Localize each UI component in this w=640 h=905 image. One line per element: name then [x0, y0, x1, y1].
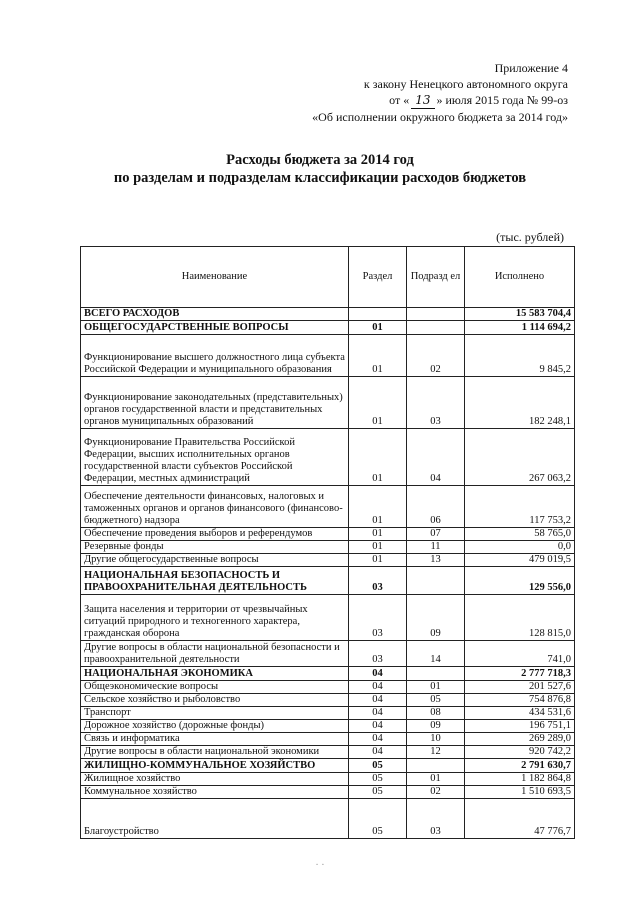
row-name: Сельское хозяйство и рыболовство: [81, 694, 349, 707]
row-subsection: 11: [407, 541, 465, 554]
table-body: [81, 308, 575, 839]
row-subsection: 10: [407, 733, 465, 746]
row-amount: 9 845,2: [465, 335, 575, 377]
date-prefix: от «: [389, 93, 410, 107]
date-suffix: » июля 2015 года № 99-оз: [436, 93, 568, 107]
row-subsection: 09: [407, 720, 465, 733]
row-subsection: 02: [407, 335, 465, 377]
row-name: ОБЩЕГОСУДАРСТВЕННЫЕ ВОПРОСЫ: [81, 321, 349, 335]
table-row: [81, 681, 575, 694]
row-amount: 47 776,7: [465, 799, 575, 839]
row-amount: 2 791 630,7: [465, 759, 575, 773]
table-row: [81, 321, 575, 335]
row-section: 03: [349, 595, 407, 641]
row-name: Защита населения и территории от чрезвычайных ситуаций природного и техногенного характера, гражданская оборона: [81, 595, 349, 641]
table-row: [81, 694, 575, 707]
row-amount: 15 583 704,4: [465, 308, 575, 321]
row-subsection: 02: [407, 786, 465, 799]
row-name: Другие вопросы в области национальной безопасности и правоохранительной деятельности: [81, 641, 349, 667]
row-name: ЖИЛИЩНО-КОММУНАЛЬНОЕ ХОЗЯЙСТВО: [81, 759, 349, 773]
law-reference: к закону Ненецкого автономного округа: [363, 77, 568, 91]
row-subsection: [407, 667, 465, 681]
row-subsection: 01: [407, 773, 465, 786]
row-amount: 182 248,1: [465, 377, 575, 429]
row-section: 01: [349, 377, 407, 429]
row-section: 04: [349, 681, 407, 694]
table-header-row: [81, 247, 575, 308]
row-section: 04: [349, 733, 407, 746]
row-amount: 741,0: [465, 641, 575, 667]
table-row: [81, 335, 575, 377]
row-name: Функционирование законодательных (представительных) органов государственной власти и представительных органов муниципальных образований: [81, 377, 349, 429]
row-amount: 1 114 694,2: [465, 321, 575, 335]
row-section: 04: [349, 707, 407, 720]
table-row: [81, 595, 575, 641]
table-row: [81, 641, 575, 667]
table-row: [81, 773, 575, 786]
row-subsection: 05: [407, 694, 465, 707]
row-name: Функционирование Правительства Российской Федерации, высших исполнительных органов государственной власти субъектов Российской Федерации, местных администраций: [81, 429, 349, 486]
column-header-section: Раздел: [349, 247, 407, 308]
row-amount: 269 289,0: [465, 733, 575, 746]
column-header-name: Наименование: [81, 247, 349, 308]
row-subsection: [407, 308, 465, 321]
table-row: [81, 429, 575, 486]
row-amount: 129 556,0: [465, 567, 575, 595]
table-row: [81, 308, 575, 321]
title-line-1: Расходы бюджета за 2014 год: [226, 152, 414, 168]
row-name: Дорожное хозяйство (дорожные фонды): [81, 720, 349, 733]
table-row: [81, 746, 575, 759]
row-name: Транспорт: [81, 707, 349, 720]
law-date: [312, 92, 568, 109]
row-amount: 1 510 693,5: [465, 786, 575, 799]
row-subsection: [407, 321, 465, 335]
row-subsection: 14: [407, 641, 465, 667]
row-subsection: 09: [407, 595, 465, 641]
row-amount: 267 063,2: [465, 429, 575, 486]
row-section: 04: [349, 746, 407, 759]
table-row: [81, 707, 575, 720]
row-name: Общеэкономические вопросы: [81, 681, 349, 694]
row-section: 01: [349, 429, 407, 486]
table-row: [81, 541, 575, 554]
row-amount: 479 019,5: [465, 554, 575, 567]
row-amount: 2 777 718,3: [465, 667, 575, 681]
scan-mark: · ·: [315, 860, 325, 871]
row-name: Функционирование высшего должностного лица субъекта Российской Федерации и муниципального образования: [81, 335, 349, 377]
column-header-amount: Исполнено: [465, 247, 575, 308]
row-subsection: 06: [407, 486, 465, 528]
row-name: Обеспечение деятельности финансовых, налоговых и таможенных органов и органов финансового (финансово-бюджетного) надзора: [81, 486, 349, 528]
row-amount: 201 527,6: [465, 681, 575, 694]
row-name: Связь и информатика: [81, 733, 349, 746]
row-section: 03: [349, 641, 407, 667]
row-section: 01: [349, 528, 407, 541]
row-section: 04: [349, 694, 407, 707]
document-title: [0, 151, 640, 187]
row-subsection: 13: [407, 554, 465, 567]
units-label: (тыс. рублей): [496, 230, 564, 244]
row-amount: 1 182 864,8: [465, 773, 575, 786]
document-header: [312, 60, 568, 125]
table-row: [81, 377, 575, 429]
row-subsection: 03: [407, 377, 465, 429]
row-section: 03: [349, 567, 407, 595]
row-section: 01: [349, 541, 407, 554]
row-section: 01: [349, 554, 407, 567]
table-row: [81, 759, 575, 773]
row-amount: 754 876,8: [465, 694, 575, 707]
row-section: 05: [349, 799, 407, 839]
row-section: 04: [349, 667, 407, 681]
table-row: [81, 720, 575, 733]
row-section: 01: [349, 486, 407, 528]
row-amount: 58 765,0: [465, 528, 575, 541]
row-section: 01: [349, 321, 407, 335]
row-name: НАЦИОНАЛЬНАЯ БЕЗОПАСНОСТЬ И ПРАВООХРАНИТЕЛЬНАЯ ДЕЯТЕЛЬНОСТЬ: [81, 567, 349, 595]
row-section: 05: [349, 786, 407, 799]
row-name: НАЦИОНАЛЬНАЯ ЭКОНОМИКА: [81, 667, 349, 681]
row-amount: 196 751,1: [465, 720, 575, 733]
table-row: [81, 667, 575, 681]
row-amount: 434 531,6: [465, 707, 575, 720]
row-amount: 117 753,2: [465, 486, 575, 528]
table-row: [81, 733, 575, 746]
row-subsection: 03: [407, 799, 465, 839]
row-section: 05: [349, 759, 407, 773]
row-name: Благоустройство: [81, 799, 349, 839]
table-row: [81, 567, 575, 595]
row-subsection: 07: [407, 528, 465, 541]
table-row: [81, 786, 575, 799]
row-section: [349, 308, 407, 321]
row-subsection: [407, 759, 465, 773]
row-subsection: 04: [407, 429, 465, 486]
row-name: Другие общегосударственные вопросы: [81, 554, 349, 567]
table-row: [81, 528, 575, 541]
row-name: Жилищное хозяйство: [81, 773, 349, 786]
row-name: Резервные фонды: [81, 541, 349, 554]
row-name: Обеспечение проведения выборов и референдумов: [81, 528, 349, 541]
handwritten-day: 13: [411, 92, 434, 109]
expenditure-table: [80, 246, 575, 839]
row-subsection: 08: [407, 707, 465, 720]
column-header-subsection: Подразд ел: [407, 247, 465, 308]
row-section: 04: [349, 720, 407, 733]
row-subsection: [407, 567, 465, 595]
table-row: [81, 554, 575, 567]
row-amount: 128 815,0: [465, 595, 575, 641]
row-section: 05: [349, 773, 407, 786]
row-section: 01: [349, 335, 407, 377]
row-name: ВСЕГО РАСХОДОВ: [81, 308, 349, 321]
row-subsection: 12: [407, 746, 465, 759]
row-amount: 920 742,2: [465, 746, 575, 759]
title-line-2: по разделам и подразделам классификации расходов бюджетов: [113, 170, 527, 186]
row-subsection: 01: [407, 681, 465, 694]
appendix-label: Приложение 4: [494, 61, 568, 75]
law-subject: «Об исполнении окружного бюджета за 2014 год»: [312, 110, 568, 124]
table-row: [81, 486, 575, 528]
row-name: Другие вопросы в области национальной экономики: [81, 746, 349, 759]
table-row: [81, 799, 575, 839]
row-amount: 0,0: [465, 541, 575, 554]
row-name: Коммунальное хозяйство: [81, 786, 349, 799]
